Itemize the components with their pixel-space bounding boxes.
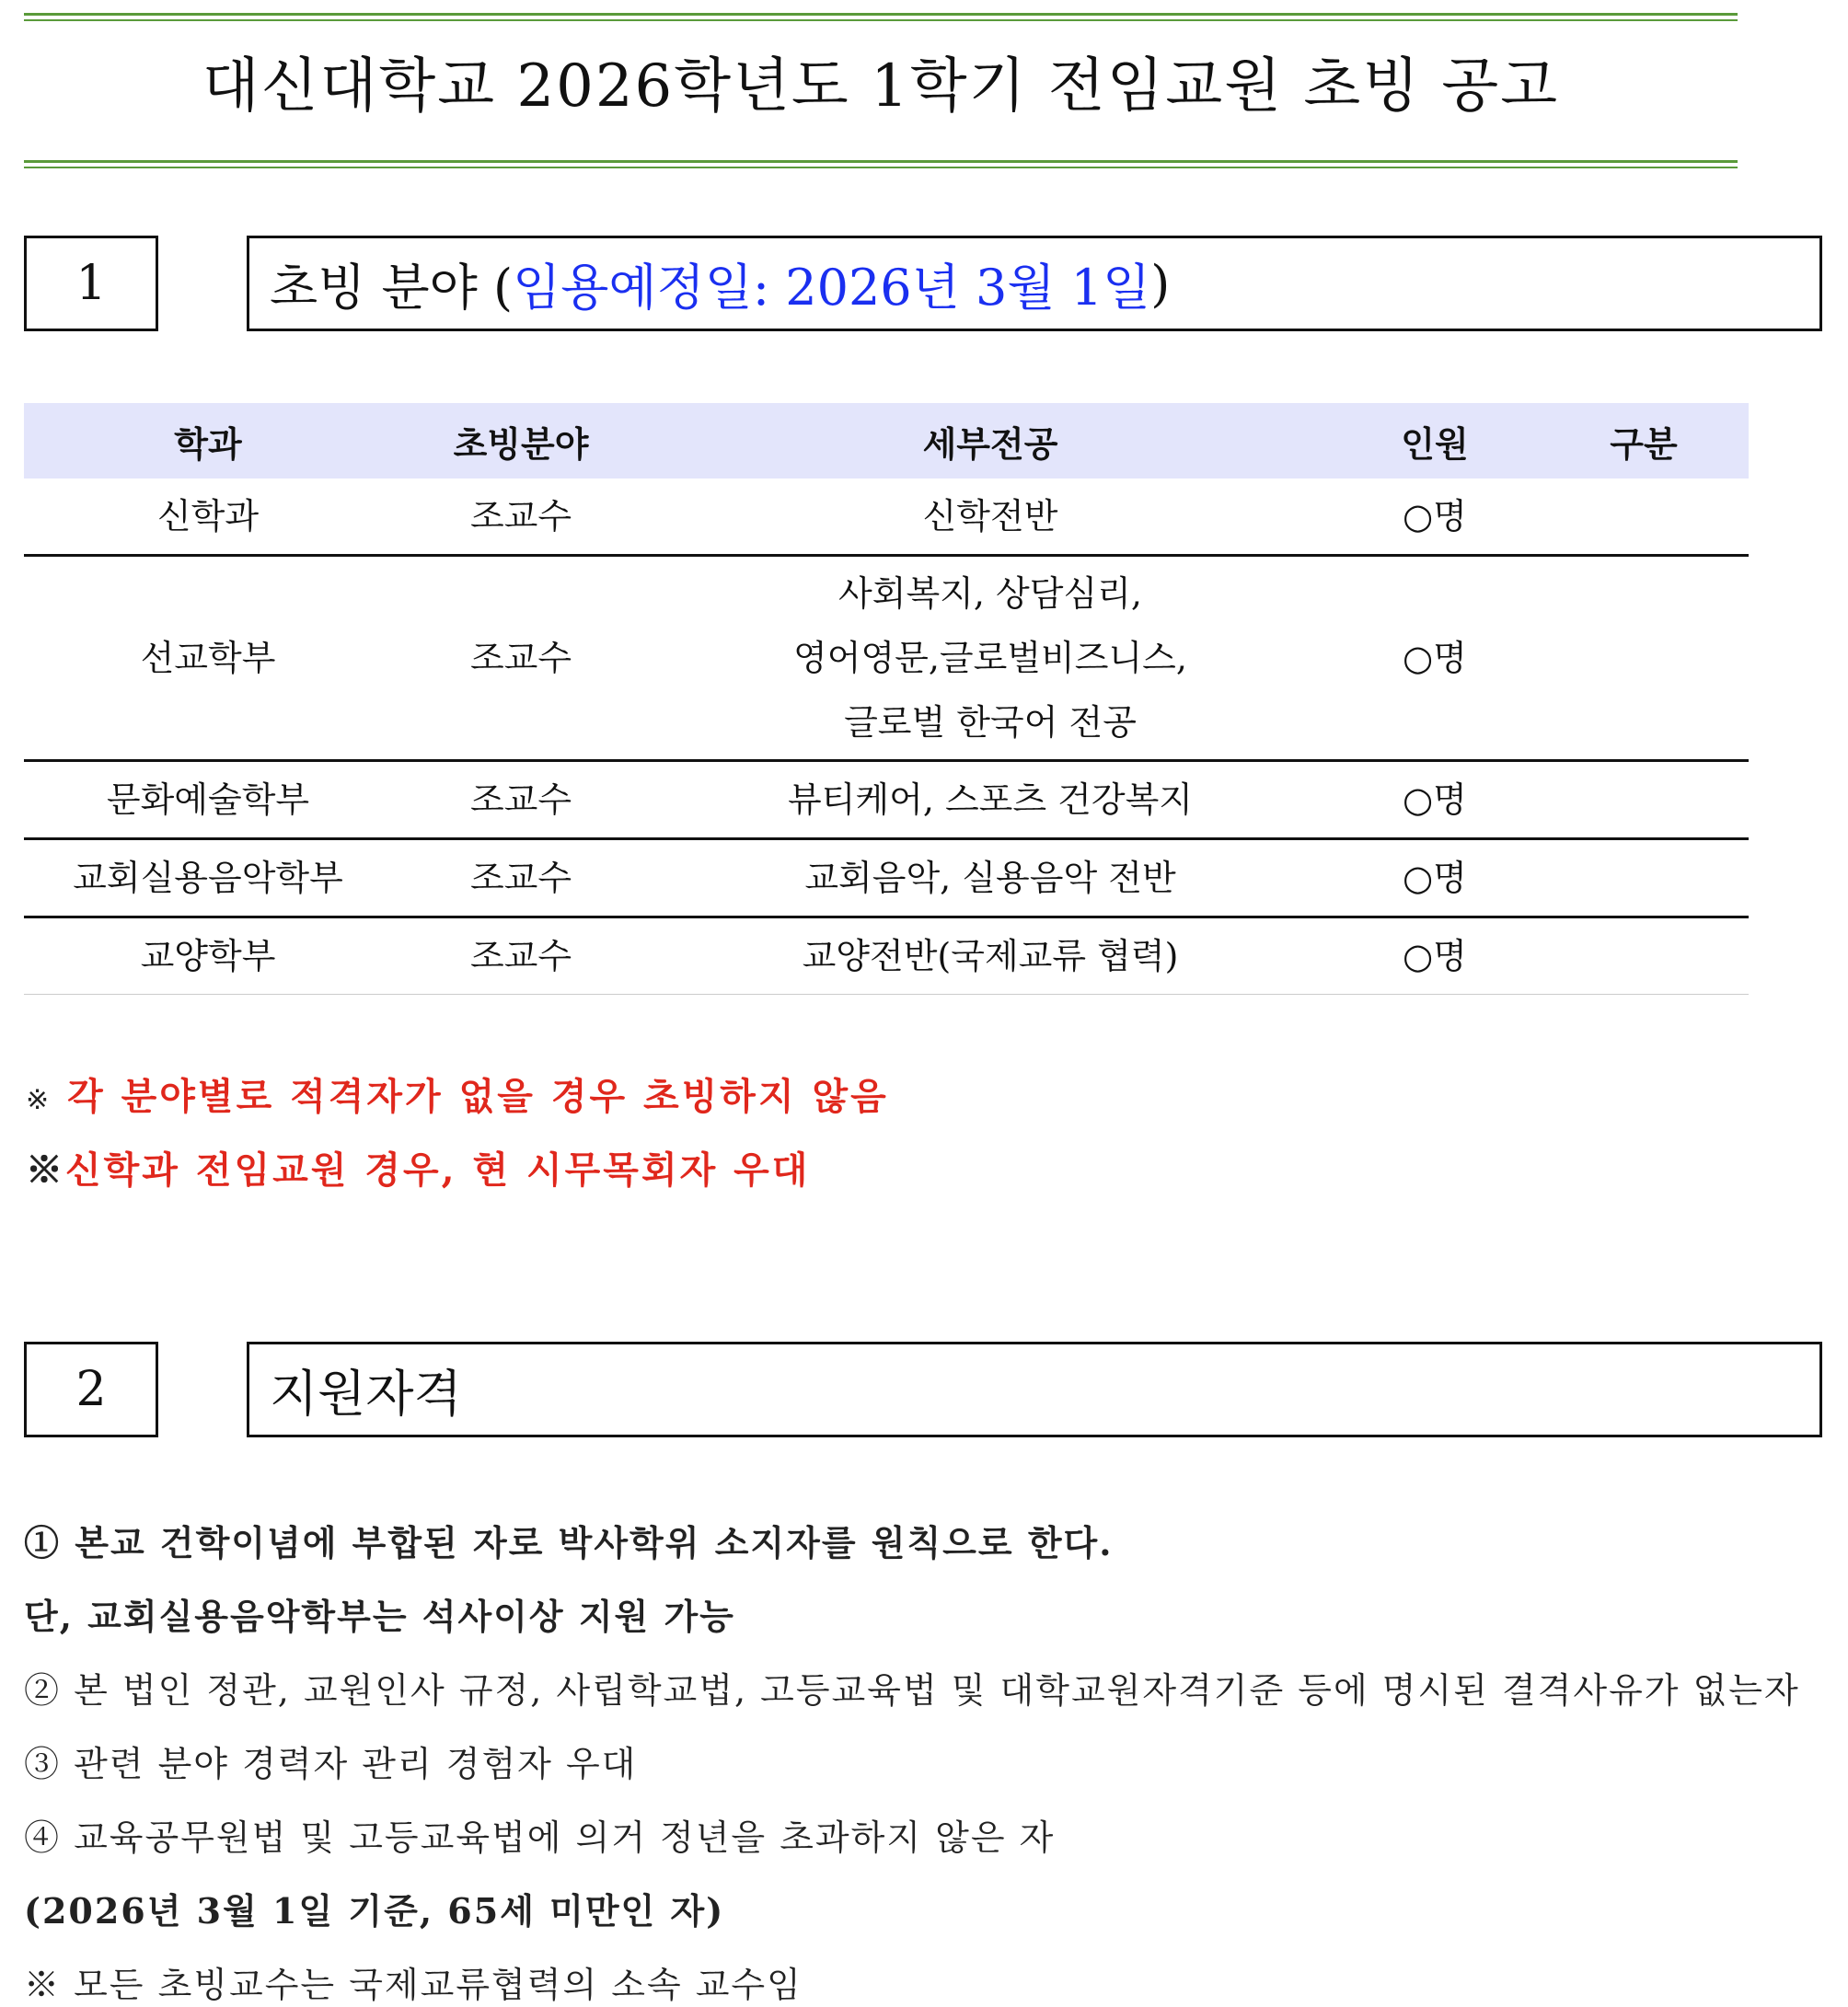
section-1-title-suffix: ) bbox=[1150, 254, 1171, 313]
reference-mark-icon: ※ bbox=[26, 1148, 65, 1192]
section-1-title bbox=[247, 236, 1822, 331]
header-type: 구분 bbox=[1539, 403, 1749, 479]
cell-type bbox=[1539, 839, 1749, 917]
cell-type bbox=[1539, 556, 1749, 761]
section-1-title-prefix: 초빙 분야 ( bbox=[270, 258, 514, 317]
cell-count: ○명 bbox=[1331, 761, 1539, 839]
cell-count: ○명 bbox=[1331, 917, 1539, 995]
table-row bbox=[24, 479, 1749, 556]
qualification-item: ① 본교 건학이념에 부합된 자로 박사학위 소지자를 원칙으로 한다. bbox=[24, 1522, 1114, 1563]
major-line: 교양전반(국제교류 협력) bbox=[802, 936, 1179, 976]
table-row bbox=[24, 917, 1749, 995]
cell-major bbox=[650, 839, 1331, 917]
cell-type bbox=[1539, 479, 1749, 556]
title-top-rule bbox=[24, 13, 1738, 16]
table-row bbox=[24, 556, 1749, 761]
qualification-item: ※ 모든 초빙교수는 국제교류협력의 소속 교수임 bbox=[24, 1965, 803, 2005]
major-line: 글로벌 한국어 전공 bbox=[844, 702, 1137, 743]
major-line: 교회음악, 실용음악 전반 bbox=[804, 858, 1176, 898]
cell-department: 교회실용음악학부 bbox=[24, 839, 392, 917]
qualification-item: 단, 교회실용음악학부는 석사이상 지원 가능 bbox=[24, 1596, 735, 1637]
cell-count: ○명 bbox=[1331, 556, 1539, 761]
cell-department: 신학과 bbox=[24, 479, 392, 556]
page-title: 대신대학교 2026학년도 1학기 전임교원 초빙 공고 bbox=[202, 52, 1560, 121]
cell-field: 조교수 bbox=[392, 917, 650, 995]
note-no-qualified bbox=[26, 1067, 889, 1120]
cell-type bbox=[1539, 917, 1749, 995]
qualification-item: ③ 관련 분야 경력자 관리 경험자 우대 bbox=[24, 1744, 638, 1784]
cell-count: ○명 bbox=[1331, 479, 1539, 556]
note-pastor-preference bbox=[26, 1141, 810, 1194]
header-field: 초빙분야 bbox=[392, 403, 650, 479]
major-line: 신학전반 bbox=[922, 496, 1058, 536]
appointment-date: 임용예정일: 2026년 3월 1일 bbox=[513, 258, 1151, 317]
cell-major bbox=[650, 556, 1331, 761]
cell-count: ○명 bbox=[1331, 839, 1539, 917]
cell-department: 선교학부 bbox=[24, 556, 392, 761]
qualification-item: (2026년 3월 1일 기준, 65세 미만인 자) bbox=[24, 1890, 725, 1932]
reference-mark-icon: ※ bbox=[26, 1084, 52, 1116]
header-major: 세부전공 bbox=[650, 403, 1331, 479]
qualification-item: ④ 교육공무원법 및 고등교육법에 의거 정년을 초과하지 않은 자 bbox=[24, 1817, 1056, 1858]
cell-major bbox=[650, 917, 1331, 995]
cell-field: 조교수 bbox=[392, 839, 650, 917]
note-text: 각 분야별로 적격자가 없을 경우 초빙하지 않음 bbox=[67, 1075, 889, 1118]
section-1-number: 1 bbox=[24, 236, 158, 331]
qualification-item: ② 본 법인 정관, 교원인사 규정, 사립학교법, 고등교육법 및 대학교원자격기준 등에 명시된 결격사유가 없는자 bbox=[24, 1670, 1800, 1711]
cell-department: 문화예술학부 bbox=[24, 761, 392, 839]
cell-major bbox=[650, 761, 1331, 839]
cell-major bbox=[650, 479, 1331, 556]
title-bottom-rule bbox=[24, 160, 1738, 163]
recruitment-table bbox=[24, 403, 1749, 995]
header-department: 학과 bbox=[24, 403, 392, 479]
table-header-row bbox=[24, 403, 1749, 479]
header-count: 인원 bbox=[1331, 403, 1539, 479]
cell-field: 조교수 bbox=[392, 479, 650, 556]
major-line: 뷰티케어, 스포츠 건강복지 bbox=[787, 779, 1194, 820]
cell-type bbox=[1539, 761, 1749, 839]
cell-field: 조교수 bbox=[392, 556, 650, 761]
cell-department: 교양학부 bbox=[24, 917, 392, 995]
major-line: 사회복지, 상담심리, bbox=[838, 573, 1142, 614]
note-text: 신학과 전임교원 경우, 현 시무목회자 우대 bbox=[65, 1148, 811, 1192]
section-2-number: 2 bbox=[24, 1342, 158, 1437]
cell-field: 조교수 bbox=[392, 761, 650, 839]
section-2-title: 지원자격 bbox=[247, 1342, 1822, 1437]
major-line: 영어영문,글로벌비즈니스, bbox=[793, 638, 1187, 678]
table-row bbox=[24, 761, 1749, 839]
table-row bbox=[24, 839, 1749, 917]
